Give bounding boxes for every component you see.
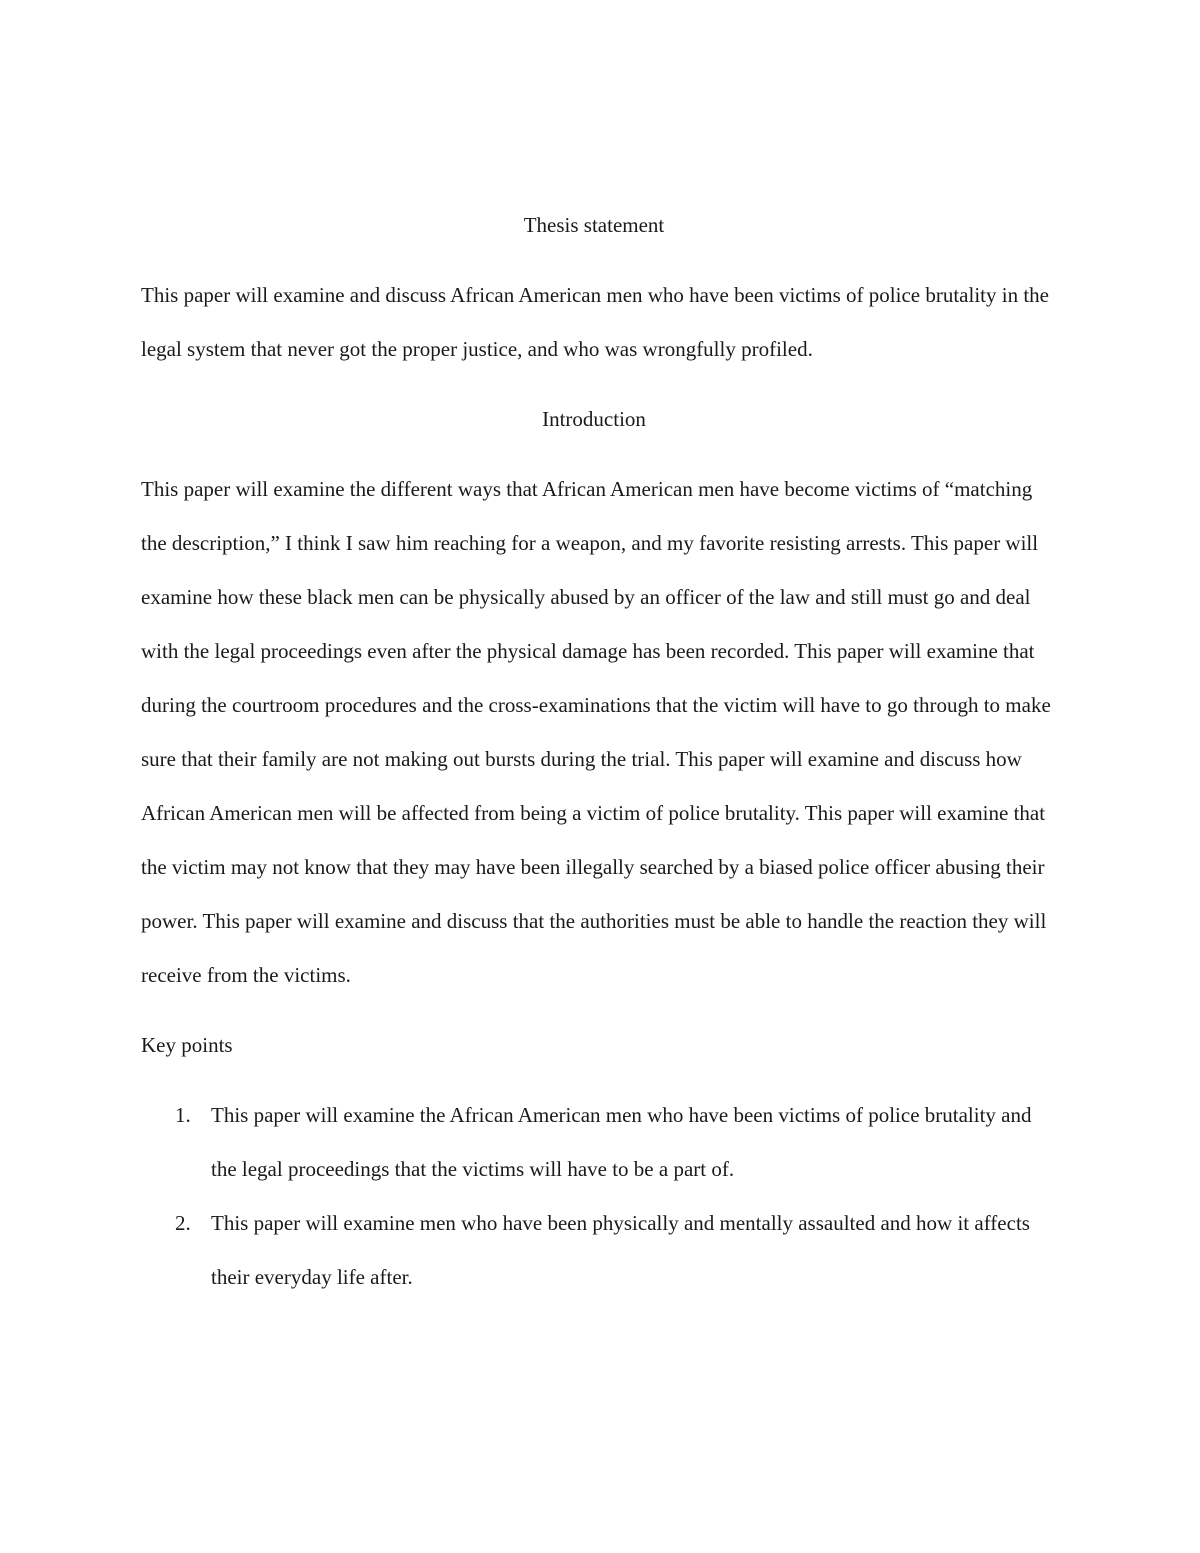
key-point-item	[141, 1196, 1051, 1304]
thesis-heading: Thesis statement	[523, 213, 665, 237]
thesis-paragraph: This paper will examine and discuss African American men who have been victims of police brutality in the legal system that never got the proper justice, and who was wrongfully profiled.	[141, 283, 1049, 361]
key-point-item	[141, 1088, 1051, 1196]
key-point-text: This paper will examine men who have been physically and mentally assaulted and how it affects their everyday life after.	[211, 1211, 1030, 1289]
key-points-heading: Key points	[141, 1033, 233, 1057]
key-point-text: This paper will examine the African American men who have been victims of police brutality and the legal proceedings that the victims will have to be a part of.	[211, 1103, 1032, 1181]
document-body	[141, 198, 1051, 1304]
key-point-number: 2.	[175, 1211, 191, 1235]
introduction-paragraph: This paper will examine the different ways that African American men have become victims of “matching the description,” I think I saw him reaching for a weapon, and my favorite resisting arrests. This paper will examine how these black men can be physically abused by an officer of the law and still must go and deal with the legal proceedings even after the physical damage has been recorded. This paper will examine that during the courtroom procedures and the cross-examinations that the victim will have to go through to make sure that their family are not making out bursts during the trial. This paper will examine and discuss how African American men will be affected from being a victim of police brutality. This paper will examine that the victim may not know that they may have been illegally searched by a biased police officer abusing their power. This paper will examine and discuss that the authorities must be able to handle the reaction they will receive from the victims.	[141, 477, 1051, 987]
key-points-list	[141, 1088, 1051, 1304]
key-point-number: 1.	[175, 1103, 191, 1127]
introduction-heading: Introduction	[542, 407, 646, 431]
